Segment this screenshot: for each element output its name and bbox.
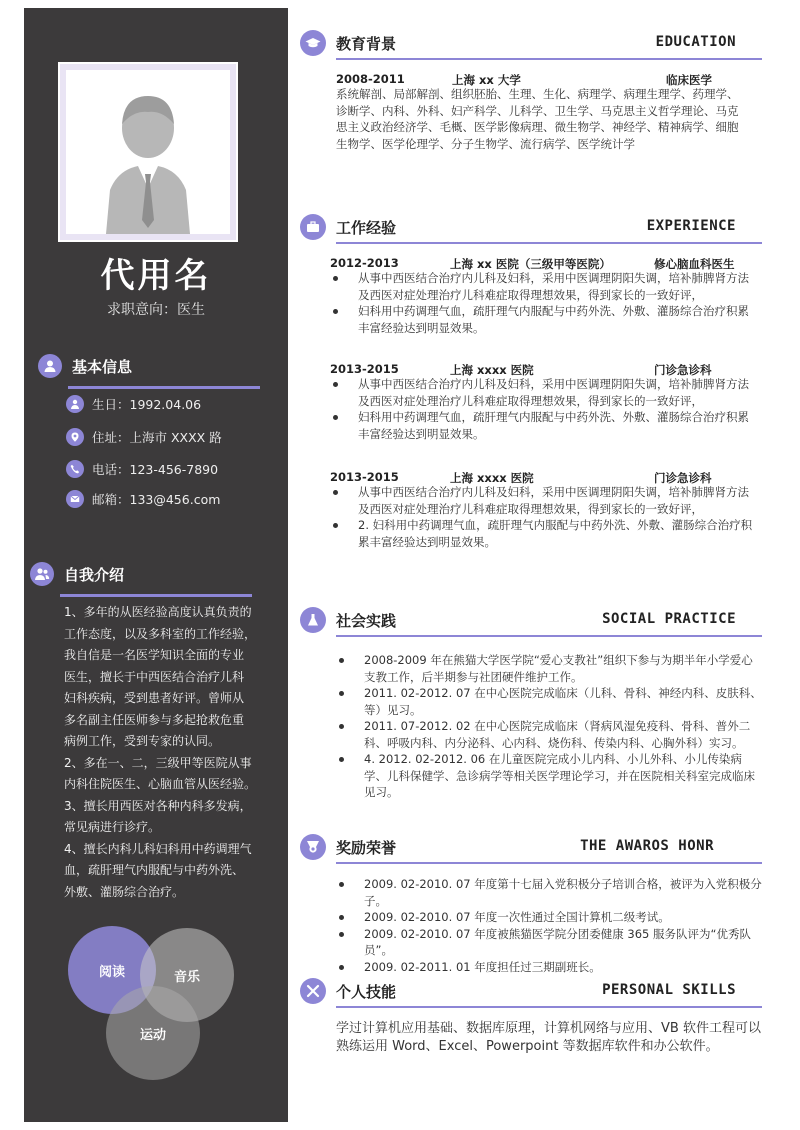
- job-1-detail-1: 从事中西医结合治疗内儿科及妇科，采用中医调理阴阳失调，培补肺脾肾方法及西医对症处理治疗儿科难症取得理想效果，得到家长的一致好评，: [330, 270, 756, 303]
- education-major: 临床医学: [666, 73, 712, 87]
- social-section-header: [300, 607, 762, 637]
- job-2-detail-2: 妇科用中药调理气血，疏肝理气内服配与中药外洗、外敷、灌肠综合治疗积累丰富经验达到明显效果。: [330, 409, 756, 442]
- award-item-1: 2009. 02-2010. 07 年度第十七届入党积极分子培训合格，被评为入党积极分子。: [336, 876, 762, 909]
- award-item-4: 2009. 02-2011. 01 年度担任过三期副班长。: [336, 959, 762, 976]
- social-item-3: 2011. 07-2012. 02 在中心医院完成临床（肾病风湿免疫科、骨科、普外二科、呼吸内科、内分泌科、心内科、烧伤科、传染内科、心胸外科）实习。: [336, 718, 762, 751]
- job-2-org: 上海 xxxx 医院: [450, 363, 534, 377]
- user-icon: [38, 354, 62, 378]
- self-intro-line: 2、多在一、二，三级甲等医院从事: [64, 755, 252, 770]
- hobbies-diagram: [64, 916, 244, 1076]
- job-intent: 求职意向：医生: [107, 302, 205, 318]
- education-course-line: 诊断学、内科、外科、妇产科学、儿科学、卫生学、马克思主义哲学理论、马克: [336, 103, 739, 118]
- avatar-person-icon: [66, 70, 230, 234]
- education-course-line: 生物学、医学伦理学、分子生物学、流行病学、医学统计学: [336, 136, 635, 151]
- awards-list: [336, 876, 762, 975]
- address-text: 住址：上海市 XXXX 路: [92, 430, 222, 445]
- education-title-en: EDUCATION: [655, 34, 736, 50]
- briefcase-icon: [300, 214, 326, 240]
- group-users-icon: [30, 562, 54, 586]
- self-intro-line: 外敷、灌肠综合治疗。: [64, 884, 185, 899]
- job-2-details: [330, 376, 756, 442]
- info-phone: [66, 460, 218, 478]
- sidebar: [24, 8, 288, 1122]
- self-intro-line: 工作态度，以及多科室的工作经验，: [64, 626, 257, 641]
- self-intro-line: 4、擅长内科儿科妇科用中药调理气: [64, 841, 252, 856]
- skills-title: 个人技能: [336, 983, 397, 1001]
- awards-underline: [336, 862, 762, 864]
- award-item-2: 2009. 02-2010. 07 年度一次性通过全国计算机二级考试。: [336, 909, 762, 926]
- work-underline: [336, 242, 762, 244]
- social-item-2: 2011. 02-2012. 07 在中心医院完成临床（儿科、骨科、神经内科、皮肤科、等）见习。: [336, 685, 762, 718]
- self-intro-line: 3、擅长用西医对各种内科多发病，: [64, 798, 252, 813]
- awards-title: 奖励荣誉: [336, 839, 397, 857]
- job-2-period: 2013-2015: [330, 362, 399, 376]
- social-underline: [336, 635, 762, 637]
- candidate-name: 代用名: [100, 256, 212, 296]
- job-1-org: 上海 xx 医院（三级甲等医院）: [450, 257, 611, 271]
- job-3-details: [330, 484, 756, 550]
- info-email: [66, 490, 220, 508]
- self-intro-line: 血，疏肝理气内服配与中药外洗、: [64, 863, 245, 877]
- education-period: 2008-2011: [336, 72, 405, 86]
- info-birthday: [66, 395, 201, 413]
- self-intro-line: 我自信是一名医学知识全面的专业: [64, 648, 245, 662]
- profile-photo-frame: [58, 62, 238, 242]
- job-3-detail-2: 2. 妇科用中药调理气血，疏肝理气内服配与中药外洗、外敷、灌肠综合治疗积累丰富经验达到明显效果。: [330, 517, 756, 550]
- person-icon: [66, 395, 84, 413]
- info-address: [66, 428, 222, 446]
- basic-info-title: 基本信息: [72, 357, 133, 376]
- job-1-details: [330, 270, 756, 336]
- tools-icon: [300, 978, 326, 1004]
- mail-icon: [66, 490, 84, 508]
- work-title: 工作经验: [336, 219, 397, 237]
- email-text: 邮箱：133@456.com: [92, 492, 221, 507]
- job-3-period: 2013-2015: [330, 470, 399, 484]
- self-intro-line: 1、多年的从医经验高度认真负责的: [64, 605, 252, 619]
- education-course-line: 系统解剖、局部解剖、组织胚胎、生理、生化、病理学、病理生理学、药理学、: [336, 87, 739, 101]
- self-intro-line: 医生，擅长于中西医结合治疗儿科: [64, 669, 245, 684]
- job-3-detail-1: 从事中西医结合治疗内儿科及妇科，采用中医调理阴阳失调，培补肺脾肾方法及西医对症处理治疗儿科难症取得理想效果，得到家长的一致好评，: [330, 484, 756, 517]
- hobby-label-sports: 运动: [139, 1027, 166, 1043]
- award-item-3: 2009. 02-2010. 07 年度被熊猫医学院分团委健康 365 服务队评为“优秀队员”。: [336, 926, 762, 959]
- education-school: 上海 xx 大学: [452, 73, 521, 87]
- birthday-text: 生日：1992.04.06: [92, 397, 202, 412]
- skills-text: 学过计算机应用基础、数据库原理，计算机网络与应用、VB 软件工程可以熟练运用 Word、Excel、Powerpoint 等数据库软件和办公软件。: [336, 1021, 761, 1054]
- hobby-label-reading: 阅读: [98, 964, 125, 980]
- self-intro-header: [30, 562, 124, 586]
- awards-section-header: [300, 834, 762, 864]
- education-section-header: [300, 30, 762, 60]
- education-title: 教育背景: [336, 35, 397, 53]
- self-intro-text: [64, 602, 264, 903]
- hobby-circle-sports: [106, 986, 200, 1080]
- hobby-label-music: 音乐: [173, 969, 200, 985]
- avatar: [66, 70, 230, 234]
- location-pin-icon: [66, 428, 84, 446]
- social-item-1: 2008-2009 年在熊猫大学医学院“爱心支教社”组织下参与为期半年小学爱心支教工作，后半期参与社团硬件维护工作。: [336, 652, 762, 685]
- self-intro-title: 自我介绍: [64, 565, 125, 584]
- graduation-cap-icon: [300, 30, 326, 56]
- education-course-line: 思主义政治经济学、毛概、医学影像病理、微生物学、神经学、精神病学、细胞: [336, 120, 739, 134]
- phone-icon: [66, 460, 84, 478]
- phone-text: 电话：123-456-7890: [92, 462, 219, 477]
- job-1-period: 2012-2013: [330, 256, 399, 270]
- self-intro-line: 妇科疾病，受到患者好评。曾师从: [64, 691, 245, 705]
- basic-info-header: [38, 354, 132, 378]
- job-3-dept: 门诊急诊科: [654, 471, 712, 485]
- self-intro-line: 多名副主任医师参与多起抢救危重: [64, 712, 245, 727]
- social-title-en: SOCIAL PRACTICE: [602, 611, 736, 627]
- award-medal-icon: [300, 834, 326, 860]
- job-2-dept: 门诊急诊科: [654, 363, 712, 377]
- self-intro-underline: [60, 594, 252, 597]
- social-title: 社会实践: [336, 612, 397, 630]
- self-intro-line: 内科住院医生、心脑血管从医经验。: [64, 777, 257, 791]
- social-list: [336, 652, 762, 801]
- job-1-detail-2: 妇科用中药调理气血，疏肝理气内服配与中药外洗、外敷、灌肠综合治疗积累丰富经验达到明显效果。: [330, 303, 756, 336]
- work-title-en: EXPERIENCE: [646, 218, 736, 234]
- self-intro-line: 病例工作，受到专家的认同。: [64, 734, 221, 748]
- job-1-dept: 修心脑血科医生: [654, 257, 735, 271]
- skills-underline: [336, 1006, 762, 1008]
- self-intro-line: 常见病进行诊疗。: [64, 820, 161, 834]
- flask-icon: [300, 607, 326, 633]
- education-underline: [336, 58, 762, 60]
- skills-section-header: [300, 978, 762, 1008]
- job-3-org: 上海 xxxx 医院: [450, 471, 534, 485]
- social-item-4: 4. 2012. 02-2012. 06 在儿童医院完成小儿内科、小儿外科、小儿传染病学、儿科保健学、急诊病学等相关医学理论学习，并在医院相关科室完成临床见习。: [336, 751, 762, 801]
- job-2-detail-1: 从事中西医结合治疗内儿科及妇科，采用中医调理阴阳失调，培补肺脾肾方法及西医对症处理治疗儿科难症取得理想效果，得到家长的一致好评，: [330, 376, 756, 409]
- awards-title-en: THE AWAROS HONR: [580, 838, 714, 854]
- education-courses: [336, 86, 766, 152]
- basic-info-underline: [68, 386, 260, 389]
- skills-title-en: PERSONAL SKILLS: [602, 982, 736, 998]
- work-section-header: [300, 214, 762, 244]
